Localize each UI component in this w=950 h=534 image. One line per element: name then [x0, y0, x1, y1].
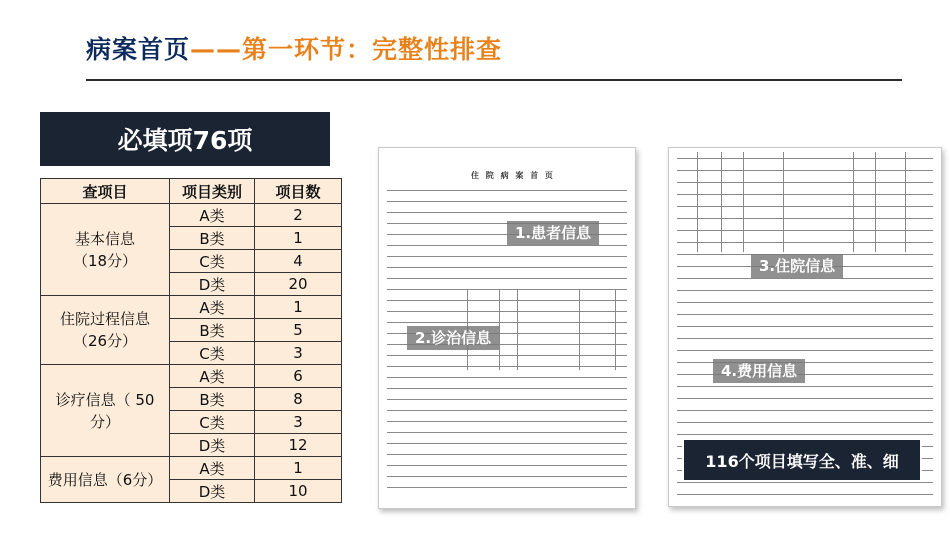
form-rule-line [677, 422, 933, 423]
category-cell: C类 [170, 250, 255, 273]
category-cell: A类 [170, 457, 255, 480]
page-title [86, 30, 502, 66]
group-hospitalization-info [41, 296, 170, 365]
form-rule-line [387, 300, 627, 301]
form-rule-line [677, 302, 933, 303]
category-cell: B类 [170, 319, 255, 342]
form-rule-line [387, 212, 627, 213]
form-rule-line [387, 322, 627, 323]
count-cell: 6 [255, 365, 342, 388]
form-grid-line [615, 290, 616, 370]
table-row [41, 365, 342, 388]
count-cell: 1 [255, 227, 342, 250]
form-grid-line [853, 152, 854, 252]
form-rule-line [387, 454, 627, 455]
form-grid-line [499, 290, 500, 370]
medical-record-front-page-image [378, 147, 636, 509]
category-cell: C类 [170, 411, 255, 434]
form-rule-line [677, 410, 933, 411]
form-rule-line [387, 311, 627, 312]
count-cell: 5 [255, 319, 342, 342]
form-rule-line [387, 377, 627, 378]
form-rule-line [677, 290, 933, 291]
form-grid-line [875, 152, 876, 252]
count-cell: 2 [255, 204, 342, 227]
table-row [41, 457, 342, 480]
form-grid-line [783, 152, 784, 252]
group-score: （26分） [72, 332, 138, 350]
count-cell: 12 [255, 434, 342, 457]
count-cell: 3 [255, 411, 342, 434]
form-rule-line [677, 206, 933, 207]
col-header-item: 查项目 [41, 179, 170, 204]
form-rule-line [387, 399, 627, 400]
form-rule-line [677, 230, 933, 231]
form-rule-line [677, 158, 933, 159]
form-rule-line [677, 242, 933, 243]
form-rule-line [677, 278, 933, 279]
count-cell: 10 [255, 480, 342, 503]
col-header-category: 项目类别 [170, 179, 255, 204]
count-cell: 20 [255, 273, 342, 296]
count-cell: 8 [255, 388, 342, 411]
form-rule-line [387, 487, 627, 488]
form-grid-line [721, 152, 722, 252]
form-rule-line [387, 278, 627, 279]
form-grid-line [697, 152, 698, 252]
diagnosis-info-tag: 2.诊治信息 [407, 326, 499, 350]
form-grid-line [743, 152, 744, 252]
form-rule-line [677, 386, 933, 387]
category-cell: A类 [170, 365, 255, 388]
form-rule-line [677, 482, 933, 483]
category-cell: D类 [170, 434, 255, 457]
group-basic-info [41, 204, 170, 296]
title-divider [86, 79, 902, 81]
form-grid-line [905, 152, 906, 252]
form-rule-line [677, 218, 933, 219]
group-score: （18分） [72, 251, 138, 270]
category-cell: A类 [170, 204, 255, 227]
group-diagnosis-info [41, 365, 170, 457]
form-rule-line [387, 366, 627, 367]
col-header-count: 项目数 [255, 179, 342, 204]
category-cell: A类 [170, 296, 255, 319]
group-name: 住院过程信息 [59, 310, 150, 328]
form-rule-line [387, 432, 627, 433]
patient-info-tag: 1.患者信息 [507, 221, 599, 245]
form-rule-line [677, 182, 933, 183]
form-rule-line [677, 170, 933, 171]
title-dash: —— [190, 35, 243, 64]
form-rule-line [677, 350, 933, 351]
required-items-table [40, 178, 342, 503]
form-rule-line [677, 314, 933, 315]
form-rule-line [677, 338, 933, 339]
group-score: 分） [89, 412, 120, 431]
required-items-banner: 必填项76项 [40, 112, 330, 166]
form-grid-line [517, 290, 518, 370]
form-rule-line [387, 245, 627, 246]
form-rule-line [387, 289, 627, 290]
table-header-row [41, 179, 342, 204]
count-cell: 1 [255, 457, 342, 480]
table-row [41, 204, 342, 227]
form-rule-line [387, 190, 627, 191]
category-cell: B类 [170, 227, 255, 250]
form-rule-line [387, 256, 627, 257]
items-callout: 116个项目填写全、准、细 [682, 438, 922, 482]
title-main: 病案首页 [86, 35, 191, 64]
category-cell: C类 [170, 342, 255, 365]
category-cell: B类 [170, 388, 255, 411]
form-rule-line [677, 398, 933, 399]
count-cell: 1 [255, 296, 342, 319]
count-cell: 3 [255, 342, 342, 365]
form-rule-line [677, 434, 933, 435]
title-rest: 第一环节：完整性排查 [242, 35, 503, 64]
table-row [41, 296, 342, 319]
count-cell: 4 [255, 250, 342, 273]
category-cell: D类 [170, 273, 255, 296]
form-rule-line [387, 201, 627, 202]
category-cell: D类 [170, 480, 255, 503]
form-heading: 住 院 病 案 首 页 [471, 171, 555, 180]
form-rule-line [387, 421, 627, 422]
group-name: 基本信息 [74, 229, 135, 248]
form-grid-line [579, 290, 580, 370]
form-rule-line [677, 326, 933, 327]
form-rule-line [387, 443, 627, 444]
group-cost-info [41, 457, 170, 503]
group-name: 诊疗信息（ 50 [55, 390, 155, 409]
form-rule-line [387, 388, 627, 389]
hospitalization-info-tag: 3.住院信息 [751, 254, 843, 278]
form-rule-line [677, 494, 933, 495]
group-name: 费用信息（6分） [47, 470, 163, 489]
form-rule-line [387, 355, 627, 356]
form-rule-line [387, 410, 627, 411]
cost-info-tag: 4.费用信息 [713, 359, 805, 383]
form-rule-line [387, 465, 627, 466]
form-rule-line [387, 267, 627, 268]
form-rule-line [677, 194, 933, 195]
form-rule-line [387, 476, 627, 477]
